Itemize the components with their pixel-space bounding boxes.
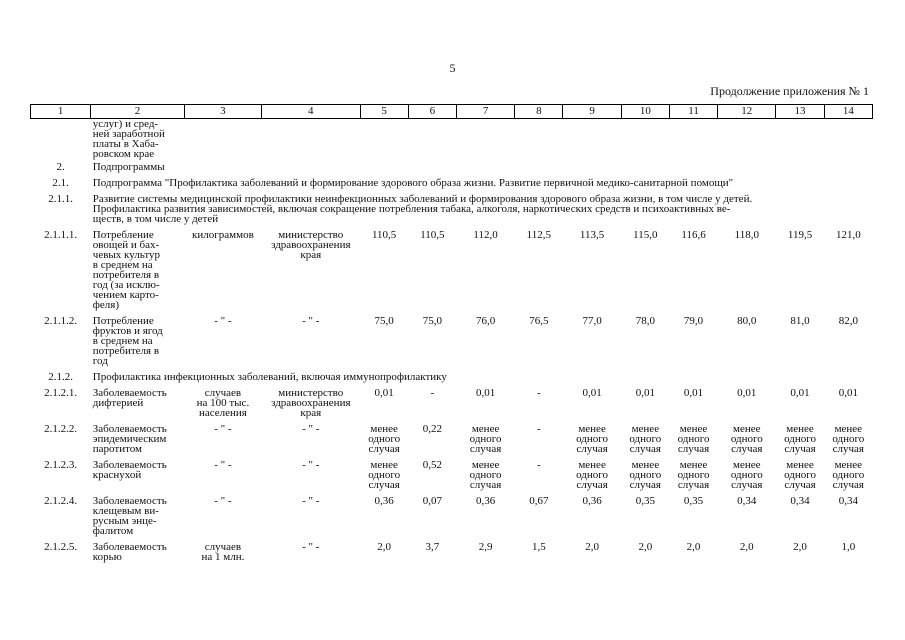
section-row <box>31 369 873 385</box>
text-line: случая <box>629 443 661 455</box>
section-number: 2.1.2. <box>48 371 74 383</box>
text-line: случая <box>368 479 400 491</box>
unit-of-measure <box>184 421 261 457</box>
responsible-executor <box>262 385 360 421</box>
value-cell: 0,07 <box>422 495 442 507</box>
value-cell: 2,0 <box>793 541 807 553</box>
value-cell: 0,35 <box>635 495 655 507</box>
text-line: менее <box>834 423 863 435</box>
text-line: Развитие системы медицинской профилактики неинфекционных заболеваний и формирования здорового образа жизни, в том числе у детей. <box>92 193 753 205</box>
text-line: корью <box>92 551 122 563</box>
unit-of-measure <box>184 493 261 539</box>
section-row <box>31 159 873 175</box>
text-line: менее <box>578 423 606 435</box>
text-line: случаев <box>204 387 242 399</box>
text-line: чевых культур <box>92 249 160 261</box>
value-cell: 0,36 <box>582 495 602 507</box>
text-line: министерство <box>278 387 344 399</box>
section-title: Подпрограммы <box>92 161 165 173</box>
text-line: случая <box>677 443 710 455</box>
text-line: одного <box>784 469 816 481</box>
text-line: клещевым ви- <box>92 505 159 517</box>
value-cell: 110,5 <box>371 229 397 241</box>
column-number: 6 <box>408 105 456 119</box>
text-line: на 100 тыс. <box>196 397 250 409</box>
indicator-row <box>31 421 873 457</box>
text-line: ровском крае <box>92 148 155 160</box>
text-line: менее <box>471 423 500 435</box>
value-cell: 0,36 <box>374 495 394 507</box>
text-line: случая <box>576 479 608 491</box>
text-line: Потребление <box>92 229 154 241</box>
text-line: русным энце- <box>92 515 157 527</box>
text-line: менее <box>733 423 761 435</box>
text-line: министерство <box>278 229 344 241</box>
indicators-table <box>30 104 873 565</box>
indicator-name <box>91 539 184 565</box>
text-line: случая <box>677 479 710 491</box>
value-cell: 75,0 <box>422 315 442 327</box>
value-cell: 110,5 <box>420 229 445 241</box>
text-line: эпидемическим <box>92 433 167 445</box>
indicator-row <box>31 539 873 565</box>
text-line: случая <box>832 479 864 491</box>
text-line: случая <box>832 443 864 455</box>
responsible-executor <box>262 421 360 457</box>
text-line: случая <box>368 443 400 455</box>
value-cell: 2,0 <box>739 541 754 553</box>
text-line: - " - <box>302 315 320 327</box>
text-line: килограммов <box>192 229 254 241</box>
text-line: случая <box>469 479 502 491</box>
value-cell: 2,0 <box>686 541 701 553</box>
value-cell: - <box>430 387 435 399</box>
text-line: одного <box>368 469 401 481</box>
text-line: одного <box>368 433 401 445</box>
text-line: - " - <box>214 423 232 435</box>
value-cell: 0,01 <box>582 387 602 399</box>
text-line: краснухой <box>92 469 142 481</box>
value-cell: 2,9 <box>478 541 493 553</box>
value-cell: 1,5 <box>531 541 546 553</box>
text-line: случая <box>629 479 661 491</box>
column-number: 14 <box>824 105 872 119</box>
value-cell: 0,36 <box>475 495 496 507</box>
unit-of-measure <box>184 385 261 421</box>
text-line: менее <box>679 459 708 471</box>
value-cell <box>456 421 514 457</box>
indicator-row <box>31 385 873 421</box>
indicator-number: 2.1.1.1. <box>44 229 78 241</box>
column-number: 13 <box>776 105 824 119</box>
value-cell <box>621 457 669 493</box>
column-number: 2 <box>91 105 184 119</box>
value-cell: 3,7 <box>425 541 440 553</box>
value-cell: 0,01 <box>475 387 496 399</box>
text-line: одного <box>677 433 710 445</box>
value-cell <box>456 457 514 493</box>
section-number: 2.1.1. <box>48 193 74 205</box>
text-line: паротитом <box>92 443 143 455</box>
value-cell: - <box>537 387 541 399</box>
section-row <box>31 191 873 227</box>
value-cell: 78,0 <box>635 315 655 327</box>
text-line: одного <box>677 469 710 481</box>
text-line: одного <box>730 433 763 445</box>
indicator-number: 2.1.1.2. <box>44 315 78 327</box>
unit-of-measure <box>184 457 261 493</box>
text-line: Заболеваемость <box>92 423 167 435</box>
indicator-name <box>91 385 184 421</box>
indicator-number: 2.1.2.3. <box>44 459 78 471</box>
value-cell: 0,67 <box>529 495 549 507</box>
text-line: населения <box>198 407 247 419</box>
value-cell: 0,35 <box>683 495 704 507</box>
unit-of-measure <box>184 313 261 369</box>
value-cell <box>824 421 872 457</box>
text-line: - " - <box>214 459 232 471</box>
column-number: 9 <box>563 105 621 119</box>
value-cell <box>669 457 717 493</box>
text-line: случая <box>469 443 502 455</box>
text-line: менее <box>733 459 761 471</box>
text-line: случая <box>784 479 816 491</box>
section-number: 2.1. <box>52 177 69 189</box>
value-cell: 79,0 <box>683 315 704 327</box>
value-cell: - <box>537 423 541 435</box>
section-row <box>31 175 873 191</box>
indicator-row <box>31 493 873 539</box>
value-cell: 0,01 <box>635 387 655 399</box>
text-line: - " - <box>214 315 232 327</box>
text-line: в среднем на <box>92 335 153 347</box>
text-line: платы в Хаба- <box>92 138 159 150</box>
column-number: 12 <box>718 105 776 119</box>
indicator-name <box>91 227 184 313</box>
value-cell <box>718 457 776 493</box>
text-line: одного <box>629 469 662 481</box>
value-cell: - <box>537 459 541 471</box>
text-line: одного <box>730 469 763 481</box>
value-cell: 2,0 <box>638 541 653 553</box>
value-cell: 2,0 <box>585 541 599 553</box>
text-line: феля) <box>92 299 120 311</box>
text-line: менее <box>786 459 814 471</box>
text-line: овощей и бах- <box>92 239 160 251</box>
indicator-row <box>31 457 873 493</box>
value-cell: 76,0 <box>475 315 496 327</box>
responsible-executor <box>262 539 360 565</box>
value-cell: 1,0 <box>841 541 856 553</box>
text-line: менее <box>786 423 814 435</box>
section-title <box>91 191 873 227</box>
value-cell: 0,34 <box>838 495 858 507</box>
text-line: случая <box>576 443 608 455</box>
table-header-row <box>31 105 873 119</box>
page-number: 5 <box>449 61 456 75</box>
text-line: одного <box>576 433 609 445</box>
text-line: случая <box>784 443 816 455</box>
text-line: одного <box>832 433 865 445</box>
unit-of-measure <box>184 539 261 565</box>
indicator-row <box>31 313 873 369</box>
carryover-text <box>91 119 184 160</box>
value-cell <box>776 421 824 457</box>
text-line: Профилактика развития зависимостей, включая сокращение потребления табака, алкоголя, наркотических средств и психоактивных ве- <box>92 203 731 215</box>
text-line: в среднем на <box>92 259 153 271</box>
section-number: 2. <box>56 161 65 173</box>
indicator-number: 2.1.2.4. <box>44 495 78 507</box>
text-line: менее <box>578 459 606 471</box>
text-line: одного <box>469 469 502 481</box>
responsible-executor <box>262 313 360 369</box>
text-line: Заболеваемость <box>92 459 167 471</box>
value-cell: 112,0 <box>473 229 498 241</box>
value-cell: 82,0 <box>838 315 858 327</box>
value-cell <box>669 421 717 457</box>
indicator-name <box>91 457 184 493</box>
value-cell <box>360 421 408 457</box>
responsible-executor <box>262 227 360 313</box>
value-cell: 119,5 <box>787 229 813 241</box>
value-cell: 0,01 <box>737 387 757 399</box>
indicator-row <box>31 227 873 313</box>
text-line: менее <box>631 459 660 471</box>
indicator-number: 2.1.2.5. <box>44 541 78 553</box>
value-cell: 0,52 <box>422 459 442 471</box>
text-line: услуг) и сред- <box>92 118 159 130</box>
indicator-number: 2.1.2.2. <box>44 423 78 435</box>
text-line: случая <box>731 479 763 491</box>
value-cell: 0,01 <box>838 387 858 399</box>
value-cell: 116,6 <box>681 229 706 241</box>
text-line: края <box>300 249 322 261</box>
unit-of-measure <box>184 227 261 313</box>
value-cell: 2,0 <box>377 541 392 553</box>
value-cell <box>563 421 621 457</box>
column-number: 8 <box>515 105 563 119</box>
value-cell: 118,0 <box>734 229 759 241</box>
text-line: менее <box>631 423 660 435</box>
text-line: здравоохранения <box>271 397 351 409</box>
column-number: 4 <box>262 105 360 119</box>
value-cell: 0,01 <box>790 387 810 399</box>
value-cell: 81,0 <box>790 315 810 327</box>
text-line: - " - <box>302 459 320 471</box>
indicator-name <box>91 421 184 457</box>
value-cell <box>824 457 872 493</box>
text-line: на 1 млн. <box>201 551 245 563</box>
section-title: Подпрограмма "Профилактика заболеваний и формирование здорового образа жизни. Развитие первичной медико-санитарной помощи" <box>92 177 734 189</box>
value-cell: 121,0 <box>835 229 861 241</box>
value-cell: 112,5 <box>526 229 552 241</box>
value-cell <box>563 457 621 493</box>
section-title: Профилактика инфекционных заболеваний, включая иммунопрофилактику <box>92 371 447 383</box>
text-line: Заболеваемость <box>92 387 167 399</box>
value-cell: 115,0 <box>633 229 658 241</box>
text-line: края <box>300 407 322 419</box>
column-number: 11 <box>669 105 717 119</box>
text-line: менее <box>370 423 398 435</box>
carryover-row <box>31 119 873 160</box>
continuation-caption: Продолжение приложения № 1 <box>710 84 869 98</box>
text-line: одного <box>629 433 662 445</box>
indicator-number: 2.1.2.1. <box>44 387 78 399</box>
value-cell: 76,5 <box>529 315 549 327</box>
value-cell: 0,01 <box>683 387 704 399</box>
text-line: потребителя в <box>92 269 160 281</box>
text-line: менее <box>834 459 863 471</box>
text-line: случаев <box>204 541 242 553</box>
indicator-name <box>91 493 184 539</box>
text-line: - " - <box>214 495 232 507</box>
text-line: менее <box>679 423 708 435</box>
text-line: - " - <box>302 495 320 507</box>
value-cell: 0,34 <box>737 495 757 507</box>
value-cell: 0,22 <box>422 423 442 435</box>
text-line: Заболеваемость <box>92 495 167 507</box>
text-line: фалитом <box>92 525 134 537</box>
text-line: здравоохранения <box>271 239 351 251</box>
value-cell <box>776 457 824 493</box>
text-line: Потребление <box>92 315 154 327</box>
text-line: год <box>92 355 108 367</box>
text-line: одного <box>469 433 502 445</box>
value-cell: 75,0 <box>374 315 394 327</box>
text-line: год (за исклю- <box>92 279 160 291</box>
column-number: 3 <box>184 105 261 119</box>
column-number: 5 <box>360 105 408 119</box>
text-line: ней заработной <box>92 128 165 140</box>
text-line: менее <box>471 459 500 471</box>
text-line: дифтерией <box>92 397 144 409</box>
value-cell: 0,34 <box>790 495 810 507</box>
text-line: менее <box>370 459 398 471</box>
text-line: - " - <box>302 541 320 553</box>
column-number: 10 <box>621 105 669 119</box>
column-number: 7 <box>456 105 514 119</box>
value-cell: 0,01 <box>374 387 394 399</box>
text-line: потребителя в <box>92 345 160 357</box>
text-line: чением карто- <box>92 289 159 301</box>
value-cell: 80,0 <box>737 315 757 327</box>
responsible-executor <box>262 493 360 539</box>
responsible-executor <box>262 457 360 493</box>
text-line: Заболеваемость <box>92 541 167 553</box>
text-line: случая <box>731 443 763 455</box>
text-line: ществ, в том числе у детей <box>92 213 219 225</box>
text-line: одного <box>576 469 609 481</box>
value-cell: 113,5 <box>579 229 605 241</box>
value-cell <box>621 421 669 457</box>
text-line: - " - <box>302 423 320 435</box>
value-cell: 77,0 <box>582 315 602 327</box>
text-line: фруктов и ягод <box>92 325 163 337</box>
column-number: 1 <box>31 105 91 119</box>
text-line: одного <box>832 469 865 481</box>
text-line: одного <box>784 433 816 445</box>
indicator-name <box>91 313 184 369</box>
value-cell <box>360 457 408 493</box>
value-cell <box>718 421 776 457</box>
